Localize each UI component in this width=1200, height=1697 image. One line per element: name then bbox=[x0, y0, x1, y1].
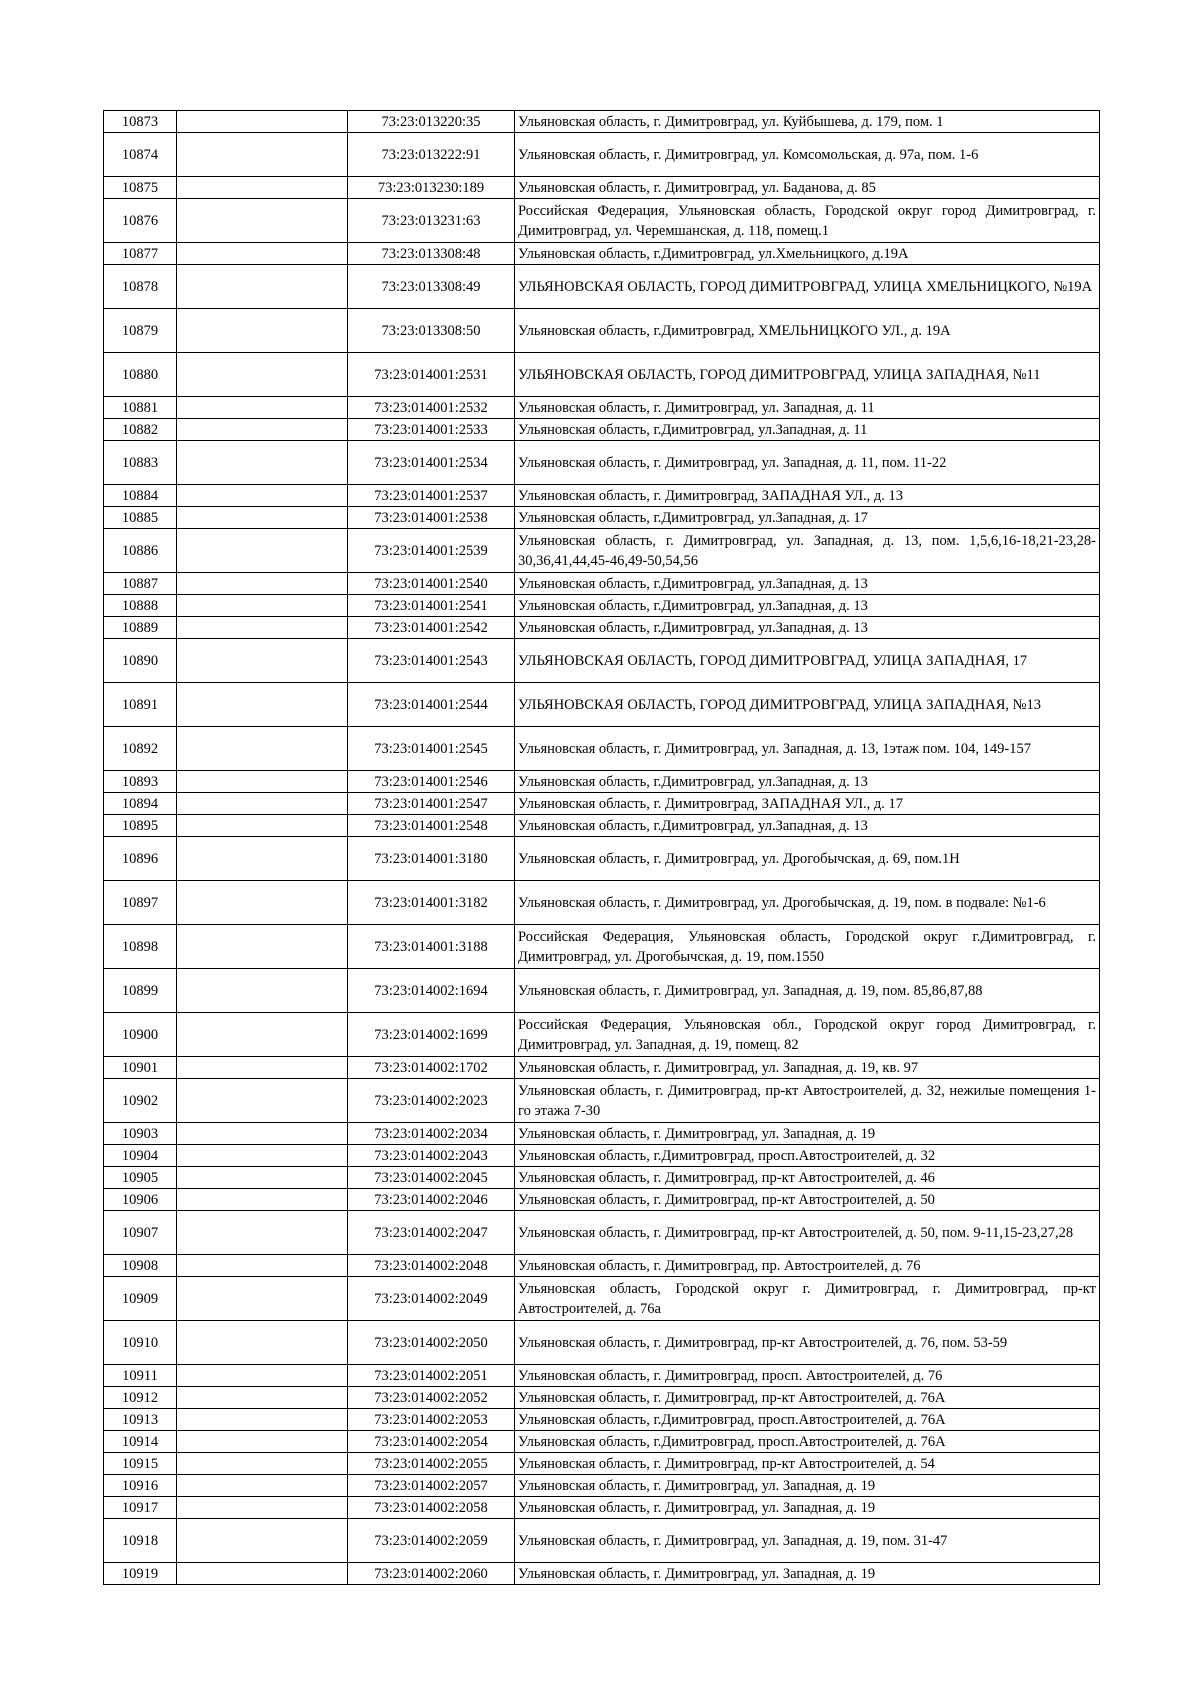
table-row bbox=[104, 1409, 1100, 1431]
address-cell: Ульяновская область, г. Димитровград, ул. Комсомольская, д. 97а, пом. 1-6 bbox=[515, 133, 1100, 177]
empty-cell bbox=[177, 1453, 348, 1475]
empty-cell bbox=[177, 1255, 348, 1277]
empty-cell bbox=[177, 1079, 348, 1123]
row-number-cell: 10878 bbox=[104, 265, 177, 309]
row-number-cell: 10890 bbox=[104, 639, 177, 683]
empty-cell bbox=[177, 595, 348, 617]
row-number-cell: 10876 bbox=[104, 199, 177, 243]
address-cell: Ульяновская область, г.Димитровград, ул.Западная, д. 17 bbox=[515, 507, 1100, 529]
empty-cell bbox=[177, 969, 348, 1013]
table-row bbox=[104, 727, 1100, 771]
row-number-cell: 10886 bbox=[104, 529, 177, 573]
empty-cell bbox=[177, 573, 348, 595]
table-row bbox=[104, 1013, 1100, 1057]
row-number-cell: 10881 bbox=[104, 397, 177, 419]
empty-cell bbox=[177, 1189, 348, 1211]
table-row bbox=[104, 485, 1100, 507]
row-number-cell: 10900 bbox=[104, 1013, 177, 1057]
table-row bbox=[104, 683, 1100, 727]
address-cell: Ульяновская область, г.Димитровград, ул.Западная, д. 13 bbox=[515, 815, 1100, 837]
row-number-cell: 10896 bbox=[104, 837, 177, 881]
table-row bbox=[104, 881, 1100, 925]
empty-cell bbox=[177, 507, 348, 529]
cadastral-number-cell: 73:23:014002:2052 bbox=[348, 1387, 515, 1409]
row-number-cell: 10919 bbox=[104, 1563, 177, 1585]
cadastral-number-cell: 73:23:014002:2057 bbox=[348, 1475, 515, 1497]
address-cell: Ульяновская область, г. Димитровград, пр-кт Автостроителей, д. 54 bbox=[515, 1453, 1100, 1475]
address-cell: Ульяновская область, г.Димитровград, ХМЕЛЬНИЦКОГО УЛ., д. 19А bbox=[515, 309, 1100, 353]
table-row bbox=[104, 573, 1100, 595]
empty-cell bbox=[177, 1167, 348, 1189]
cadastral-number-cell: 73:23:014002:2060 bbox=[348, 1563, 515, 1585]
empty-cell bbox=[177, 1497, 348, 1519]
row-number-cell: 10875 bbox=[104, 177, 177, 199]
row-number-cell: 10915 bbox=[104, 1453, 177, 1475]
cadastral-number-cell: 73:23:013231:63 bbox=[348, 199, 515, 243]
empty-cell bbox=[177, 793, 348, 815]
row-number-cell: 10912 bbox=[104, 1387, 177, 1409]
address-cell: УЛЬЯНОВСКАЯ ОБЛАСТЬ, ГОРОД ДИМИТРОВГРАД, УЛИЦА ЗАПАДНАЯ, 17 bbox=[515, 639, 1100, 683]
table-row bbox=[104, 815, 1100, 837]
row-number-cell: 10917 bbox=[104, 1497, 177, 1519]
table-row bbox=[104, 617, 1100, 639]
address-cell: УЛЬЯНОВСКАЯ ОБЛАСТЬ, ГОРОД ДИМИТРОВГРАД, УЛИЦА ЗАПАДНАЯ, №11 bbox=[515, 353, 1100, 397]
table-row bbox=[104, 1365, 1100, 1387]
table-row bbox=[104, 595, 1100, 617]
row-number-cell: 10893 bbox=[104, 771, 177, 793]
row-number-cell: 10883 bbox=[104, 441, 177, 485]
address-cell: Ульяновская область, г.Димитровград, ул.Западная, д. 13 bbox=[515, 617, 1100, 639]
table-row bbox=[104, 1563, 1100, 1585]
row-number-cell: 10880 bbox=[104, 353, 177, 397]
table-row bbox=[104, 1123, 1100, 1145]
cadastral-number-cell: 73:23:014002:2053 bbox=[348, 1409, 515, 1431]
table-row bbox=[104, 1255, 1100, 1277]
empty-cell bbox=[177, 485, 348, 507]
row-number-cell: 10916 bbox=[104, 1475, 177, 1497]
empty-cell bbox=[177, 243, 348, 265]
cadastral-number-cell: 73:23:014002:2034 bbox=[348, 1123, 515, 1145]
empty-cell bbox=[177, 617, 348, 639]
empty-cell bbox=[177, 683, 348, 727]
cadastral-number-cell: 73:23:014001:2542 bbox=[348, 617, 515, 639]
property-registry-table bbox=[103, 110, 1100, 1585]
row-number-cell: 10873 bbox=[104, 111, 177, 133]
empty-cell bbox=[177, 1519, 348, 1563]
table-row bbox=[104, 1211, 1100, 1255]
cadastral-number-cell: 73:23:013308:50 bbox=[348, 309, 515, 353]
address-cell: Ульяновская область, г. Димитровград, ЗАПАДНАЯ УЛ., д. 13 bbox=[515, 485, 1100, 507]
address-cell: Ульяновская область, г. Димитровград, пр-кт Автостроителей, д. 46 bbox=[515, 1167, 1100, 1189]
table-row bbox=[104, 243, 1100, 265]
address-cell: Ульяновская область, Городской округ г. Димитровград, г. Димитровград, пр-кт Автостроителей, д. 76а bbox=[515, 1277, 1100, 1321]
cadastral-number-cell: 73:23:014001:2538 bbox=[348, 507, 515, 529]
table-row bbox=[104, 639, 1100, 683]
cadastral-number-cell: 73:23:014001:2546 bbox=[348, 771, 515, 793]
table-row bbox=[104, 199, 1100, 243]
registry-table-body bbox=[104, 111, 1100, 1585]
row-number-cell: 10887 bbox=[104, 573, 177, 595]
row-number-cell: 10911 bbox=[104, 1365, 177, 1387]
table-row bbox=[104, 397, 1100, 419]
row-number-cell: 10897 bbox=[104, 881, 177, 925]
row-number-cell: 10905 bbox=[104, 1167, 177, 1189]
empty-cell bbox=[177, 881, 348, 925]
address-cell: Ульяновская область, г. Димитровград, ул. Западная, д. 13, пом. 1,5,6,16-18,21-23,28-30,36,41,44,45-46,49-50,54,56 bbox=[515, 529, 1100, 573]
address-cell: Ульяновская область, г. Димитровград, ул. Западная, д. 19 bbox=[515, 1563, 1100, 1585]
address-cell: Ульяновская область, г. Димитровград, пр-кт Автостроителей, д. 32, нежилые помещения 1-го этажа 7-30 bbox=[515, 1079, 1100, 1123]
address-cell: Ульяновская область, г.Димитровград, ул.Западная, д. 13 bbox=[515, 595, 1100, 617]
address-cell: Ульяновская область, г. Димитровград, ул. Баданова, д. 85 bbox=[515, 177, 1100, 199]
row-number-cell: 10907 bbox=[104, 1211, 177, 1255]
empty-cell bbox=[177, 1409, 348, 1431]
address-cell: Ульяновская область, г. Димитровград, ул. Западная, д. 19, пом. 31-47 bbox=[515, 1519, 1100, 1563]
cadastral-number-cell: 73:23:014002:2043 bbox=[348, 1145, 515, 1167]
address-cell: Российская Федерация, Ульяновская область, Городской округ г.Димитровград, г. Димитровград, ул. Дрогобычская, д. 19, пом.1550 bbox=[515, 925, 1100, 969]
row-number-cell: 10901 bbox=[104, 1057, 177, 1079]
row-number-cell: 10882 bbox=[104, 419, 177, 441]
address-cell: Ульяновская область, г. Димитровград, ЗАПАДНАЯ УЛ., д. 17 bbox=[515, 793, 1100, 815]
table-row bbox=[104, 1453, 1100, 1475]
empty-cell bbox=[177, 1211, 348, 1255]
row-number-cell: 10909 bbox=[104, 1277, 177, 1321]
empty-cell bbox=[177, 1057, 348, 1079]
address-cell: Ульяновская область, г. Димитровград, ул. Куйбышева, д. 179, пом. 1 bbox=[515, 111, 1100, 133]
row-number-cell: 10902 bbox=[104, 1079, 177, 1123]
table-row bbox=[104, 1387, 1100, 1409]
table-row bbox=[104, 1277, 1100, 1321]
row-number-cell: 10884 bbox=[104, 485, 177, 507]
cadastral-number-cell: 73:23:013308:48 bbox=[348, 243, 515, 265]
row-number-cell: 10906 bbox=[104, 1189, 177, 1211]
cadastral-number-cell: 73:23:014001:2531 bbox=[348, 353, 515, 397]
table-row bbox=[104, 837, 1100, 881]
empty-cell bbox=[177, 265, 348, 309]
address-cell: Ульяновская область, г.Димитровград, просп.Автостроителей, д. 32 bbox=[515, 1145, 1100, 1167]
empty-cell bbox=[177, 1145, 348, 1167]
address-cell: Ульяновская область, г. Димитровград, ул. Западная, д. 19 bbox=[515, 1475, 1100, 1497]
table-row bbox=[104, 1519, 1100, 1563]
table-row bbox=[104, 1431, 1100, 1453]
cadastral-number-cell: 73:23:014001:3188 bbox=[348, 925, 515, 969]
table-row bbox=[104, 1079, 1100, 1123]
cadastral-number-cell: 73:23:013230:189 bbox=[348, 177, 515, 199]
empty-cell bbox=[177, 639, 348, 683]
empty-cell bbox=[177, 771, 348, 793]
cadastral-number-cell: 73:23:014001:3182 bbox=[348, 881, 515, 925]
address-cell: Ульяновская область, г. Димитровград, ул. Западная, д. 19, пом. 85,86,87,88 bbox=[515, 969, 1100, 1013]
cadastral-number-cell: 73:23:014002:2047 bbox=[348, 1211, 515, 1255]
address-cell: УЛЬЯНОВСКАЯ ОБЛАСТЬ, ГОРОД ДИМИТРОВГРАД, УЛИЦА ЗАПАДНАЯ, №13 bbox=[515, 683, 1100, 727]
cadastral-number-cell: 73:23:014001:2544 bbox=[348, 683, 515, 727]
cadastral-number-cell: 73:23:014001:2533 bbox=[348, 419, 515, 441]
row-number-cell: 10885 bbox=[104, 507, 177, 529]
cadastral-number-cell: 73:23:014002:2048 bbox=[348, 1255, 515, 1277]
table-row bbox=[104, 133, 1100, 177]
cadastral-number-cell: 73:23:014001:2545 bbox=[348, 727, 515, 771]
cadastral-number-cell: 73:23:014001:2543 bbox=[348, 639, 515, 683]
cadastral-number-cell: 73:23:014002:2045 bbox=[348, 1167, 515, 1189]
table-row bbox=[104, 1145, 1100, 1167]
row-number-cell: 10914 bbox=[104, 1431, 177, 1453]
empty-cell bbox=[177, 111, 348, 133]
cadastral-number-cell: 73:23:014002:2050 bbox=[348, 1321, 515, 1365]
table-row bbox=[104, 1167, 1100, 1189]
empty-cell bbox=[177, 419, 348, 441]
table-row bbox=[104, 419, 1100, 441]
address-cell: Ульяновская область, г. Димитровград, пр. Автостроителей, д. 76 bbox=[515, 1255, 1100, 1277]
address-cell: Российская Федерация, Ульяновская область, Городской округ город Димитровград, г. Димитровград, ул. Черемшанская, д. 118, помещ.1 bbox=[515, 199, 1100, 243]
row-number-cell: 10903 bbox=[104, 1123, 177, 1145]
row-number-cell: 10894 bbox=[104, 793, 177, 815]
cadastral-number-cell: 73:23:014002:2058 bbox=[348, 1497, 515, 1519]
table-row bbox=[104, 1057, 1100, 1079]
table-row bbox=[104, 1475, 1100, 1497]
address-cell: Ульяновская область, г.Димитровград, ул.Хмельницкого, д.19А bbox=[515, 243, 1100, 265]
cadastral-number-cell: 73:23:014001:2541 bbox=[348, 595, 515, 617]
empty-cell bbox=[177, 177, 348, 199]
empty-cell bbox=[177, 133, 348, 177]
address-cell: УЛЬЯНОВСКАЯ ОБЛАСТЬ, ГОРОД ДИМИТРОВГРАД, УЛИЦА ХМЕЛЬНИЦКОГО, №19А bbox=[515, 265, 1100, 309]
empty-cell bbox=[177, 1431, 348, 1453]
cadastral-number-cell: 73:23:014001:3180 bbox=[348, 837, 515, 881]
table-row bbox=[104, 1189, 1100, 1211]
empty-cell bbox=[177, 1365, 348, 1387]
table-row bbox=[104, 441, 1100, 485]
address-cell: Ульяновская область, г.Димитровград, ул.Западная, д. 13 bbox=[515, 573, 1100, 595]
table-row bbox=[104, 529, 1100, 573]
row-number-cell: 10913 bbox=[104, 1409, 177, 1431]
empty-cell bbox=[177, 925, 348, 969]
row-number-cell: 10892 bbox=[104, 727, 177, 771]
cadastral-number-cell: 73:23:014002:2046 bbox=[348, 1189, 515, 1211]
table-row bbox=[104, 353, 1100, 397]
empty-cell bbox=[177, 199, 348, 243]
empty-cell bbox=[177, 397, 348, 419]
address-cell: Ульяновская область, г. Димитровград, ул. Западная, д. 19, кв. 97 bbox=[515, 1057, 1100, 1079]
empty-cell bbox=[177, 1123, 348, 1145]
table-row bbox=[104, 309, 1100, 353]
empty-cell bbox=[177, 1321, 348, 1365]
row-number-cell: 10908 bbox=[104, 1255, 177, 1277]
address-cell: Ульяновская область, г. Димитровград, ул. Западная, д. 19 bbox=[515, 1497, 1100, 1519]
cadastral-number-cell: 73:23:013308:49 bbox=[348, 265, 515, 309]
empty-cell bbox=[177, 1277, 348, 1321]
address-cell: Ульяновская область, г.Димитровград, ул.Западная, д. 11 bbox=[515, 419, 1100, 441]
empty-cell bbox=[177, 353, 348, 397]
empty-cell bbox=[177, 529, 348, 573]
table-row bbox=[104, 969, 1100, 1013]
cadastral-number-cell: 73:23:014002:1702 bbox=[348, 1057, 515, 1079]
table-row bbox=[104, 1321, 1100, 1365]
address-cell: Ульяновская область, г. Димитровград, пр-кт Автостроителей, д. 76, пом. 53-59 bbox=[515, 1321, 1100, 1365]
row-number-cell: 10891 bbox=[104, 683, 177, 727]
address-cell: Ульяновская область, г. Димитровград, ул. Западная, д. 11, пом. 11-22 bbox=[515, 441, 1100, 485]
cadastral-number-cell: 73:23:014002:2059 bbox=[348, 1519, 515, 1563]
address-cell: Ульяновская область, г.Димитровград, просп.Автостроителей, д. 76А bbox=[515, 1431, 1100, 1453]
address-cell: Ульяновская область, г. Димитровград, пр-кт Автостроителей, д. 76А bbox=[515, 1387, 1100, 1409]
cadastral-number-cell: 73:23:014002:2051 bbox=[348, 1365, 515, 1387]
row-number-cell: 10898 bbox=[104, 925, 177, 969]
cadastral-number-cell: 73:23:014002:1694 bbox=[348, 969, 515, 1013]
cadastral-number-cell: 73:23:014002:2055 bbox=[348, 1453, 515, 1475]
empty-cell bbox=[177, 441, 348, 485]
table-row bbox=[104, 265, 1100, 309]
table-row bbox=[104, 507, 1100, 529]
empty-cell bbox=[177, 815, 348, 837]
table-row bbox=[104, 111, 1100, 133]
row-number-cell: 10904 bbox=[104, 1145, 177, 1167]
cadastral-number-cell: 73:23:013222:91 bbox=[348, 133, 515, 177]
address-cell: Ульяновская область, г. Димитровград, пр-кт Автостроителей, д. 50 bbox=[515, 1189, 1100, 1211]
address-cell: Ульяновская область, г. Димитровград, просп. Автостроителей, д. 76 bbox=[515, 1365, 1100, 1387]
row-number-cell: 10874 bbox=[104, 133, 177, 177]
row-number-cell: 10889 bbox=[104, 617, 177, 639]
address-cell: Ульяновская область, г. Димитровград, ул. Западная, д. 13, 1этаж пом. 104, 149-157 bbox=[515, 727, 1100, 771]
empty-cell bbox=[177, 1013, 348, 1057]
cadastral-number-cell: 73:23:014001:2547 bbox=[348, 793, 515, 815]
empty-cell bbox=[177, 1387, 348, 1409]
cadastral-number-cell: 73:23:014002:2054 bbox=[348, 1431, 515, 1453]
address-cell: Ульяновская область, г. Димитровград, ул. Дрогобычская, д. 19, пом. в подвале: №1-6 bbox=[515, 881, 1100, 925]
address-cell: Ульяновская область, г. Димитровград, пр-кт Автостроителей, д. 50, пом. 9-11,15-23,27,28 bbox=[515, 1211, 1100, 1255]
address-cell: Ульяновская область, г. Димитровград, ул. Западная, д. 11 bbox=[515, 397, 1100, 419]
cadastral-number-cell: 73:23:014001:2537 bbox=[348, 485, 515, 507]
row-number-cell: 10895 bbox=[104, 815, 177, 837]
empty-cell bbox=[177, 837, 348, 881]
table-row bbox=[104, 177, 1100, 199]
table-row bbox=[104, 771, 1100, 793]
empty-cell bbox=[177, 1563, 348, 1585]
empty-cell bbox=[177, 1475, 348, 1497]
table-row bbox=[104, 1497, 1100, 1519]
table-row bbox=[104, 793, 1100, 815]
cadastral-number-cell: 73:23:014001:2548 bbox=[348, 815, 515, 837]
address-cell: Ульяновская область, г.Димитровград, ул.Западная, д. 13 bbox=[515, 771, 1100, 793]
row-number-cell: 10910 bbox=[104, 1321, 177, 1365]
empty-cell bbox=[177, 309, 348, 353]
address-cell: Российская Федерация, Ульяновская обл., Городской округ город Димитровград, г. Димитровград, ул. Западная, д. 19, помещ. 82 bbox=[515, 1013, 1100, 1057]
row-number-cell: 10918 bbox=[104, 1519, 177, 1563]
cadastral-number-cell: 73:23:014002:2023 bbox=[348, 1079, 515, 1123]
row-number-cell: 10888 bbox=[104, 595, 177, 617]
address-cell: Ульяновская область, г.Димитровград, просп.Автостроителей, д. 76А bbox=[515, 1409, 1100, 1431]
row-number-cell: 10877 bbox=[104, 243, 177, 265]
cadastral-number-cell: 73:23:013220:35 bbox=[348, 111, 515, 133]
cadastral-number-cell: 73:23:014001:2532 bbox=[348, 397, 515, 419]
address-cell: Ульяновская область, г. Димитровград, ул. Западная, д. 19 bbox=[515, 1123, 1100, 1145]
address-cell: Ульяновская область, г. Димитровград, ул. Дрогобычская, д. 69, пом.1Н bbox=[515, 837, 1100, 881]
cadastral-number-cell: 73:23:014001:2540 bbox=[348, 573, 515, 595]
row-number-cell: 10879 bbox=[104, 309, 177, 353]
empty-cell bbox=[177, 727, 348, 771]
cadastral-number-cell: 73:23:014002:2049 bbox=[348, 1277, 515, 1321]
cadastral-number-cell: 73:23:014002:1699 bbox=[348, 1013, 515, 1057]
table-row bbox=[104, 925, 1100, 969]
cadastral-number-cell: 73:23:014001:2534 bbox=[348, 441, 515, 485]
cadastral-number-cell: 73:23:014001:2539 bbox=[348, 529, 515, 573]
row-number-cell: 10899 bbox=[104, 969, 177, 1013]
